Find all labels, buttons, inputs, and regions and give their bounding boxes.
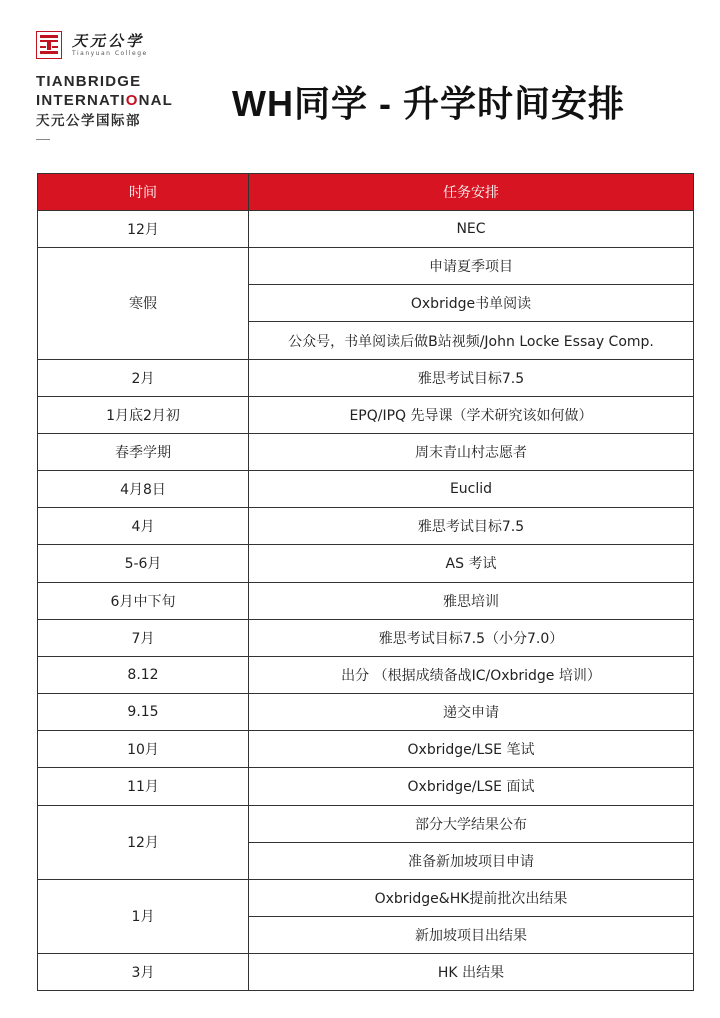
logo <box>36 28 216 140</box>
brand-line-2-a: INTERNATI <box>36 92 126 109</box>
task-cell: AS 考试 <box>249 545 694 582</box>
time-cell: 12月 <box>38 805 249 879</box>
table-row <box>38 471 694 508</box>
task-cell: 部分大学结果公布 <box>249 805 694 842</box>
logo-calligraphy <box>72 33 148 58</box>
brand-wordmark <box>36 72 216 140</box>
table-row <box>38 694 694 731</box>
task-cell: 公众号，书单阅读后做B站视频/John Locke Essay Comp. <box>249 322 694 359</box>
task-cell: 递交申请 <box>249 694 694 731</box>
task-cell: 申请夏季项目 <box>249 248 694 285</box>
task-cell: Oxbridge书单阅读 <box>249 285 694 322</box>
table-row <box>38 545 694 582</box>
task-cell: Oxbridge&HK提前批次出结果 <box>249 879 694 916</box>
brand-line-2 <box>36 91 216 110</box>
table-row <box>38 619 694 656</box>
table-header-row <box>38 174 694 211</box>
table-row <box>38 359 694 396</box>
logo-calligraphy-text: 天元公学 <box>72 31 145 50</box>
page-title: WH同学 - 升学时间安排 <box>232 83 625 124</box>
seal-icon <box>36 31 62 59</box>
task-cell: 雅思培训 <box>249 582 694 619</box>
time-cell: 9.15 <box>38 694 249 731</box>
time-cell: 12月 <box>38 211 249 248</box>
table-row <box>38 879 694 916</box>
time-cell: 1月底2月初 <box>38 396 249 433</box>
time-cell: 1月 <box>38 879 249 953</box>
table-row <box>38 582 694 619</box>
task-cell: HK 出结果 <box>249 954 694 991</box>
logo-mark <box>36 28 216 62</box>
task-cell: EPQ/IPQ 先导课（学术研究该如何做） <box>249 396 694 433</box>
task-cell: 新加坡项目出结果 <box>249 916 694 953</box>
table-row <box>38 731 694 768</box>
table-row <box>38 248 694 285</box>
brand-line-2-o: O <box>125 92 139 109</box>
schedule-table <box>37 173 694 991</box>
table-row <box>38 805 694 842</box>
brand-line-1: TIANBRIDGE <box>36 73 142 90</box>
time-cell: 6月中下旬 <box>38 582 249 619</box>
time-cell: 4月8日 <box>38 471 249 508</box>
task-cell: 周末青山村志愿者 <box>249 433 694 470</box>
task-cell: 雅思考试目标7.5 <box>249 508 694 545</box>
task-cell: 雅思考试目标7.5 <box>249 359 694 396</box>
task-cell: Oxbridge/LSE 面试 <box>249 768 694 805</box>
time-cell: 5-6月 <box>38 545 249 582</box>
time-cell: 8.12 <box>38 656 249 693</box>
table-row <box>38 433 694 470</box>
task-cell: 准备新加坡项目申请 <box>249 842 694 879</box>
table-row <box>38 211 694 248</box>
task-cell: Euclid <box>249 471 694 508</box>
header-time: 时间 <box>38 174 249 211</box>
task-cell: 出分 （根据成绩备战IC/Oxbridge 培训） <box>249 656 694 693</box>
time-cell: 7月 <box>38 619 249 656</box>
brand-line-2-b: NAL <box>138 92 173 109</box>
time-cell: 11月 <box>38 768 249 805</box>
table-row <box>38 396 694 433</box>
table-row <box>38 768 694 805</box>
time-cell: 2月 <box>38 359 249 396</box>
time-cell: 4月 <box>38 508 249 545</box>
brand-divider <box>36 139 50 140</box>
time-cell: 3月 <box>38 954 249 991</box>
task-cell: NEC <box>249 211 694 248</box>
schedule-body <box>38 211 694 991</box>
brand-chinese: 天元公学国际部 <box>36 113 141 128</box>
table-row <box>38 508 694 545</box>
time-cell: 10月 <box>38 731 249 768</box>
table-row <box>38 954 694 991</box>
table-row <box>38 656 694 693</box>
time-cell: 春季学期 <box>38 433 249 470</box>
time-cell: 寒假 <box>38 248 249 359</box>
task-cell: 雅思考试目标7.5（小分7.0） <box>249 619 694 656</box>
header-task: 任务安排 <box>249 174 694 211</box>
task-cell: Oxbridge/LSE 笔试 <box>249 731 694 768</box>
logo-romanized: Tianyuan College <box>72 49 148 57</box>
